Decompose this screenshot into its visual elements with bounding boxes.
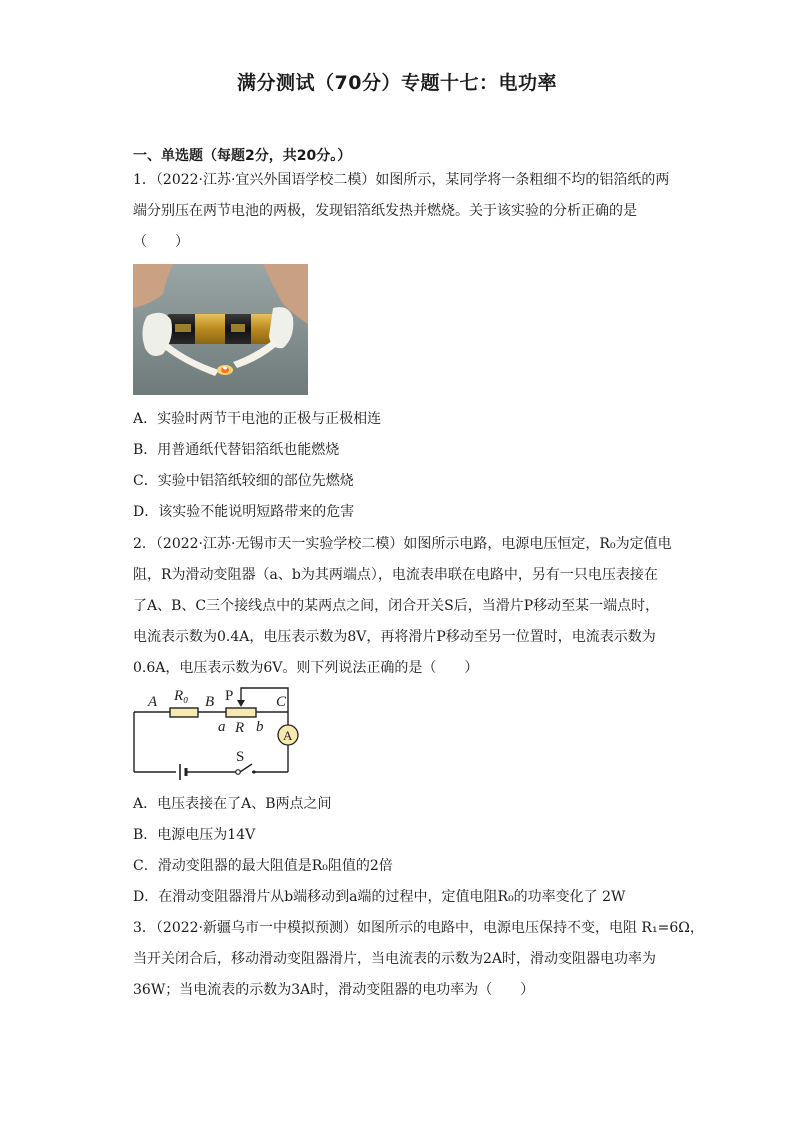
- q3-stem-line: 3．（2022·新疆乌市一中模拟预测）如图所示的电路中，电源电压保持不变，电阻 R₁=6Ω，: [133, 920, 704, 936]
- q2-option-c: C．滑动变阻器的最大阻值是R₀阻值的2倍: [133, 858, 393, 874]
- q2-option-b: B．电源电压为14V: [133, 827, 256, 843]
- q1-stem-line: 1．（2022·江苏·宜兴外国语学校二模）如图所示，某同学将一条粗细不均的铝箔纸的两: [133, 172, 670, 188]
- switch-lever: [240, 764, 252, 772]
- label-a-end: a: [218, 719, 226, 735]
- q2-stem-line: 电流表示数为0.4A，电压表示数为8V，再将滑片P移动至另一位置时，电流表示数为: [133, 629, 656, 645]
- switch-contact: [236, 770, 241, 775]
- q1-option-c: C．实验中铝箔纸较细的部位先燃烧: [133, 473, 354, 489]
- section-heading: 一、单选题（每题2分，共20分。）: [133, 148, 352, 164]
- ammeter-label: A: [283, 728, 293, 743]
- q2-option-d: D．在滑动变阻器滑片从b端移动到a端的过程中，定值电阻R₀的功率变化了 2W: [133, 889, 626, 905]
- switch-contact: [252, 770, 255, 773]
- slider-arrow: [237, 700, 245, 707]
- label-b-node: B: [205, 694, 215, 710]
- label-r: R: [235, 720, 245, 736]
- page-title: 满分测试（70分）专题十七：电功率: [237, 72, 557, 94]
- q1-stem-line: 端分别压在两节电池的两极，发现铝箔纸发热并燃烧。关于该实验的分析正确的是: [133, 203, 637, 219]
- q1-option-d: D．该实验不能说明短路带来的危害: [133, 504, 355, 520]
- rheostat-r: [226, 708, 256, 717]
- label-b-end: b: [256, 719, 264, 735]
- label-p: P: [225, 688, 234, 704]
- q3-stem-line: 当开关闭合后，移动滑动变阻器滑片，当电流表的示数为2A时，滑动变阻器电功率为: [133, 951, 657, 967]
- battery-foil-photo: [133, 264, 308, 395]
- q2-stem-line: 2．（2022·江苏·无锡市天一实验学校二模）如图所示电路，电源电压恒定，R₀为定值电: [133, 536, 672, 552]
- q2-option-a: A．电压表接在了A、B两点之间: [133, 796, 332, 812]
- label-c-node: C: [276, 694, 287, 710]
- q2-stem-line: 阻，R为滑动变阻器（a、b为其两端点），电流表串联在电路中，另有一只电压表接在: [133, 567, 658, 583]
- q2-stem-line: 了A、B、C三个接线点中的某两点之间，闭合开关S后，当滑片P移动至某一端点时，: [133, 598, 660, 614]
- q1-option-b: B．用普通纸代替铝箔纸也能燃烧: [133, 442, 340, 458]
- q1-stem-line: （ ）: [133, 234, 189, 250]
- q3-stem-line: 36W；当电流表的示数为3A时，滑动变阻器的电功率为（ ）: [133, 982, 535, 998]
- label-a-node: A: [148, 694, 158, 710]
- circuit-diagram: [128, 684, 308, 784]
- label-r0: R₀: [174, 688, 189, 704]
- q1-option-a: A．实验时两节干电池的正极与正极相连: [133, 411, 382, 427]
- label-s: S: [236, 749, 245, 765]
- resistor-r0: [170, 708, 198, 717]
- battery-foil-illustration: [133, 264, 308, 395]
- q2-stem-line: 0.6A，电压表示数为6V。则下列说法正确的是（ ）: [133, 660, 479, 676]
